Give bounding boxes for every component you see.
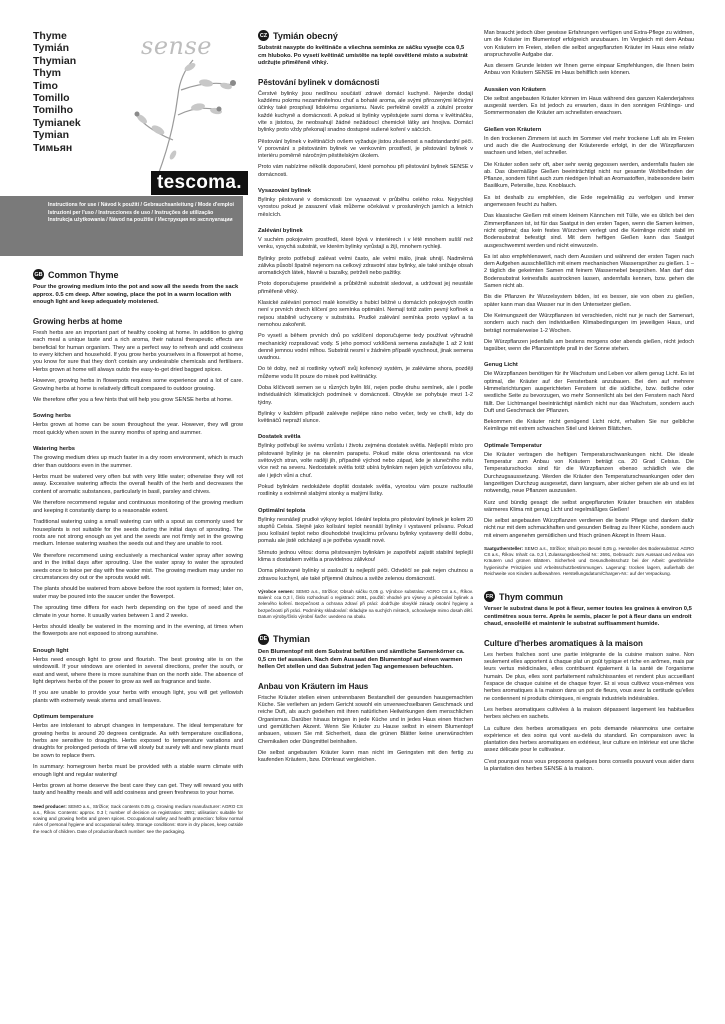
herb-name: Tymianek [33, 116, 81, 129]
paragraph: La culture des herbes aromatiques en pots demande néanmoins une certaine expérience et des soins qui vont au-delà du standard. En comparaison avec la plantation des herbes aromatiques en extérieur, leur culture en intérieur est une tâche assez délicate pour le cultivateur. [484, 725, 694, 754]
paragraph: However, growing herbs in flowerpots requires some experience and a lot of care. Growing herbs at home is relatively difficult compared to outdoor growing. [33, 378, 243, 392]
language-badge: DE [258, 634, 269, 645]
paragraph: Proto doporučujeme pravidelně a průběžně substrát sledovat, a udržovat jej neustále přiměřeně vlhký. [258, 281, 473, 295]
paragraph: Die selbst angebauten Kräuter kann man nicht im Geringsten mit den fertig zu kaufenden Kräutern, bzw. Dörrkraut vergleichen. [258, 749, 473, 764]
lead-paragraph: Verser le substrat dans le pot à fleur, semer toutes les graines à environ 0,5 centimètres sous terre. Après le semis, placer le pot à fleur dans un endroit chaud, ensoleillé et maintenir le substrat suffisamment humide. [484, 606, 692, 628]
paragraph: Bylinky proto potřebují zalévat velmi často, ale velmi málo, jinak uhnijí. Nadměrná zálivka působí špatně nejenom na celkový zdravotní stav bylinky, ale také snižuje obsah aromatických látek, hlavně u bazalky, petrželi nebo pažitky. [258, 255, 473, 277]
column-czech-german [258, 30, 473, 768]
section-title-text: Thymian [273, 634, 311, 645]
heading: Pěstování bylinek v domácnosti [258, 77, 380, 87]
paragraph: Bis die Pflanzen ihr Wurzelsystem bilden, ist es besser, sie von oben zu gießen, später kann man das Wasser nur in den Untersetzer gießen. [484, 294, 694, 308]
paragraph: Proto vám nabízíme několik doporučení, které pomohou při pěstování bylinek SENSE v domácnosti. [258, 164, 473, 178]
paragraph: Bylinky nesnášejí prudké výkyvy teplot. Ideální teplota pro pěstování bylinek je kolem 20 stupňů Celsia. Stejně jako kolísání teplot nesnáší bylinky i vystavení průvanu. Pokud jsou kolísání teplot nebo dlouhodobé trvajícímu průvanu bylinky vystaveny delší dobu, pomalu ale jistě odcházejí a je potřeba vysadit nové. [258, 516, 473, 545]
paragraph: If you are unable to provide your herbs with enough light, you will get yellowish plants with extremely weak stems and small leaves. [33, 690, 243, 704]
paragraph: Fresh herbs are an important part of healthy cooking at home. In addition to giving each meal a unique taste and a rich aroma, their natural therapeutic effects are beneficial for human organism. They are a perfect way to refresh and add cosiness to every kitchen and household. If you grow herbs yourselves in a flowerpot at home, you know for sure that they don't contain any undesirable chemicals and fertilisers. Herbs grown at home will always outdo the easy-to-get dried bagged spices. [33, 329, 243, 373]
paragraph: Herbs should ideally be watered in the morning and in the evening, at times when the flowerpots are not exposed to strong sunshine. [33, 623, 243, 638]
fine-print-label: Saatguthersteller: [484, 546, 524, 552]
instructions-line: Istruzioni per l'uso / Instrucciones de uso / Instruções de utilização [48, 209, 214, 216]
paragraph: Do té doby, než si rostlinky vytvoří svůj kořenový systém, je zaléváme shora, později můžeme vodu lít pouze do misek pod květináčky. [258, 366, 473, 380]
paragraph: Frische Kräuter stellen einen untrennbaren Bestandteil der gesunden hausgemachten Küche. Sie verliehen an jedem Gericht sowohl ein unverwechselbaren Geschmack und reiche Duft, als auch gedeihen mit ihren natürlichen Heilwirkungen dem menschlichen Organismus. Darüber hinaus bringen in jede Küche und in jedes Haus einen frischen und gemütlichen Akzent. Wenn Sie Kräuter zu Hause selbst in einem Blumentopf anbauen, wissen Sie mit Sicherheit, dass die grünen Blätter keine unerwünschten Chemikalien oder Düngmittel beinhalten. [258, 694, 473, 745]
fine-print-text: SEMO a.s., Strížice; Obsah sáčku 0,05 g. Výrobce substrátu: AGRO CS a.s., Říkov. Balení: cca 0,3 l, číslo rozhodnutí o registraci: 2691, použití: vhodné pro výsevy a pěstování bylinek a zeleného koření. Bezpečnost a ochrana zdraví při práci: dodržujte obvyklé zásady osobní hygieny a bezpečnosti při práci. Podmínky skladování: skladujte na suchých místech, uchovávejte mimo dosah dětí. Datum výroby/číslo výrobní šarže: uvedeno na obalu. [258, 588, 473, 619]
paragraph: Traditional watering using a small watering can with a spout as commonly used for houseplants is not suitable for the seeds during the initial days of sprouting. The roots are not strong enough as yet and the seeds are not firmly set in the growing medium. Intense watering washes the seeds out and they are unable to root. [33, 519, 243, 548]
section-title [258, 30, 473, 41]
section-title [484, 591, 694, 602]
lead-paragraph: Den Blumentopf mit dem Substrat befüllen und sämtliche Samenkörner ca. 0,5 cm tief aussäen. Nach dem Aussaat den Blumentopf auf einen warmen hellen Ort stellen und das Substrat jeden Tag angemessen befeuchten. [258, 648, 465, 671]
section-title-text: Tymián obecný [273, 30, 338, 41]
paragraph: We therefore offer you a few hints that will help you grow SENSE herbs at home. [33, 397, 233, 404]
paragraph: Bylinky v každém případě zalévejte nejlépe ráno nebo večer, tedy ve chvíli, kdy do květináčů nepraží slunce. [258, 410, 473, 425]
leaflet-header [33, 30, 243, 255]
lead-paragraph: Substrát nasypte do květináče a všechna semínka ze sáčku vysejte cca 0,5 cm hluboko. Po vysetí květináč umístěte na teplé osvětlené místo a substrát udržujte přiměřeně vlhký. [258, 45, 468, 67]
plant-illustration-icon [118, 55, 248, 185]
subheading: Watering herbs [33, 446, 75, 453]
paragraph: Herbs must be watered very often but with very little water; otherwise they will rot away. Excessive watering affects the overall health of the herb and decreases the content of aromatic substances, particularly in basil, parsley and chives. [33, 474, 243, 495]
subheading: Optimale Temperatur [484, 442, 542, 449]
paragraph: Klasické zalévání pomocí malé konvičky s hubicí běžné u domácích pokojových rostlin není v prvních dnech klíčení pro semínka optimální. Nemají totiž zatím pevný kořínek a nejsou stabilně uchyceny v substrátu. Prudké zalévání semínka proto vyplaví a ta nemohou zakořenit. [258, 300, 473, 328]
paragraph: Das klassische Gießen mit einem kleinem Kännchen mit Tülle, wie es üblich bei den Zimmerpflanzen ist, ist für das Saatgut in den ersten Tagen, wenn die Samen keimen, nicht optimal; das kein festes Würzchen verlegt und die Keimlinge nicht stabil im Bodensubstrat befestigt sind. Mit dem heftigen Gießen kann das Saatgut ausgeschwemmt werden und nicht einwurzeln. [484, 213, 694, 249]
subheading: Optimální teplota [258, 507, 306, 514]
paragraph: C'est pourquoi nous vous proposons quelques bons conseils pouvant vous aider dans la plantation des herbes SENSE à la maison. [484, 758, 694, 772]
fine-print-label: Seed producer: [33, 803, 67, 809]
paragraph: In summary: homegrown herbs must be provided with a stable warm climate with enough light and regular watering! [33, 764, 243, 778]
paragraph: Es ist deshalb zu empfehlen, die Erde regelmäßig zu verfolgen und immer angemessen feucht zu halten. [484, 194, 694, 209]
brand-sense: sense [141, 32, 212, 60]
paragraph: Doma pěstované bylinky si zaslouží tu nejlepší péči. Odvděčí se pak nejen chutnou a zdravou kuchyní, ale také příjemně útulnou a svěže zelenou domácností. [258, 568, 473, 582]
paragraph: Les herbes aromatiques cultivées à la maison dépassent largement les habituelles herbes sèches en sachets. [484, 706, 694, 721]
language-badge: GB [33, 269, 44, 280]
paragraph: Čerstvé bylinky jsou nedílnou součástí zdravé domácí kuchyně. Nejenže dodají každému pokrmu nezaměnitelnou chuť a bohaté aroma, ale svými přirozenými léčivými účinky také prospívají lidskému organismu. Navíc perfektně osvěží a zútulní prostor každé kuchyně a domácnosti. A pokud si bylinky vypěstujete sami doma v květináčku, víte s jistotou, že neobsahují žádné nežádoucí chemické látky ani hnojiva. Domácí bylinky proto vždy překonají snadno dostupné sušené koření v sáčcích. [258, 90, 473, 134]
subheading: Aussäen von Kräutern [484, 86, 546, 93]
paragraph: Bylinky potřebují ke svému vzrůstu i životu zejména dostatek světla. Nejlepší místo pro pěstované bylinky je na okenním parapetu. Pokud máte okna orientovaná na více světových stran, volte raději jih, případně východ nebo západ, kde je slunečního svitu více než na severu. Nedostatek světla totiž ubírá bylinkám nejen jejich vzrůstovou sílu, ale i jejich vůni a chuť. [258, 443, 473, 479]
subheading: Enough light [33, 647, 69, 654]
fine-print-label: Výrobce semen: [258, 588, 295, 594]
paragraph: The growing medium dries up much faster in a dry room environment, which is much drier than outdoors even in the summer. [33, 455, 243, 469]
fine-print [484, 546, 694, 577]
paragraph: Die Kräuter vertragen die heftigen Temperaturschwankungen nicht. Die ideale Temperatur zum Anbau von Kräutern beträgt ca. 20 Grad Celsius. Die Temperaturschocks sind für die Würzpflanzen ebenso schädlich wie die Durchzugsaussetzung. Werden die Kräuter den Temperaturschwankungen oder den langzeitigen Durchzug ausgesetzt, dann langsam, aber sicher gehen sie ab und es ist notwendig, neue Pflanzen auszusäen. [484, 451, 694, 495]
section-title-text: Common Thyme [48, 269, 119, 280]
paragraph: Pěstování bylinek v květináčích ovšem vyžaduje jistou zkušenost a nadstandardní péči. V porovnání s pěstováním bylinek ve venkovním prostředí, je pěstování bylinek v interiéru poměrně náročným pěstitelským úkolem. [258, 138, 473, 160]
paragraph: Herbs grown at home deserve the best care they can get. They will reward you with tasty and healthy meals and will add cosiness and green freshness to your home. [33, 783, 243, 797]
paragraph: Herbs grown at home can be sown throughout the year. However, they will grow most quickly when sown in the sunny months of spring and summer. [33, 422, 243, 436]
paragraph: Die Kräuter sollen sehr oft, aber sehr wenig gegossen werden, andernfalls faulen sie ab. Das übermäßige Gießen beeinträchtigt nicht nur gesamte Wohlbefinden der Pflanze, sondern führt auch zum niedrigen Inhalt an Aromastoffen, insbesondere beim Basilikum, Petersilie, bzw. Knoblauch. [484, 161, 694, 190]
paragraph: Kurz und bündig gesagt: die selbst angepflanzten Kräuter brauchen ein stabiles wärmeres Klima mit genug Licht und regelmäßiges Gießen! [484, 499, 694, 513]
paragraph: We therefore recommend using exclusively a mechanical water spray after sowing and in the initial days after sprouting. Use the water spray to water the sprouted seeds once to twice per day with fine water mist. The growing medium may under no circumstances dry out or the sprouts would wilt. [33, 552, 243, 581]
subheading: Dostatek světla [258, 434, 301, 441]
heading: Anbau von Kräutern im Haus [258, 681, 369, 691]
paragraph: Po vysetí a během prvních dnů po vzklíčení doporučujeme tedy používat výhradně mechanický rozprašovač vody. S jeho pomocí vzklíčená semena zavlažujte 1 až 2 krát denně jemnou vodní mlhou. Substrát nesmí v žádném případě vyschnout, jinak semena uvadnou. [258, 333, 473, 362]
subheading: Vysazování bylinek [258, 188, 311, 195]
paragraph: We therefore recommend regular and continuous monitoring of the growing medium and keeping it constantly damp to a reasonable extent. [33, 500, 243, 514]
subheading: Optimum temperature [33, 714, 94, 721]
paragraph: Bylinky pěstované v domácnosti lze vysazovat v průběhu celého roku. Nejrychleji vyrostou pokud je zasazení však můžeme očekávat v prosluněných jarních a letních měsících. [258, 197, 473, 218]
paragraph: Aus diesem Grunde leisten wir Ihnen gerne einpaar Empfehlungen, die Ihnen beim Anbau von Kräutern SENSE im Haus behilflich sein können. [484, 63, 694, 77]
paragraph: Die selbst angebauten Kräuter können im Haus während des ganzen Kalenderjahres ausgesät werden. Es ist jedoch zu erwarten, dass in den sonnigen Frühlings- und Sommermonaten die Kräuter am schnellsten erwachsen. [484, 95, 694, 117]
paragraph: Die selbst angebauten Würzpflanzen verdienen die beste Pflege und danken dafür nicht nur mit dem schmackhaften und gesunden Beitrag zu Ihrer Küche, sondern auch mit einem angenehm gemütlichen und frisch grünen Akzept in Ihrem Haus. [484, 518, 694, 539]
paragraph: The plants should be watered from above before the root system is formed; later on, water may be poured into the saucer under the flowerpot. [33, 586, 243, 600]
paragraph: Die Würzpflanzen benötigen für ihr Wachstum und Leben vor allem genug Licht. Es ist optimal, die Kräuter auf der Fensterbank anzubauen. Bei den auf mehrere Himmelsrichtungen ausgerichteten Fenstern ist die südliche, bzw. östliche oder westliche Seite zu bevorzugen, wo mehr Sonnenlicht als bei den Fenstern nach Nord fällt. Der Lichtmangel beeinträchtigt nämlich nicht nur das Wachstum, sondern auch Duft und Geschmack der Pflanzen. [484, 371, 694, 414]
herb-name: Tymián [33, 42, 69, 55]
paragraph: Pokud bylinkám nedokážete dopřát dostatek světla, vyrostou vám pouze nažloutlé rostlinky s extrémně slabými stonky a malými lístky. [258, 483, 473, 498]
section-title-text: Thym commun [499, 591, 564, 602]
paragraph: Herbs need enough light to grow and flourish. The best growing site is on the windowsill. If your windows are oriented in several directions, prefer the south, or east and west, where there is more sunshine than on the north side. The absence of light deprives herbs of the power to grow as well as fragrance and taste. [33, 656, 243, 685]
herb-name: Tymian [33, 129, 69, 142]
herb-name: Timo [33, 79, 58, 92]
section-title [33, 269, 243, 280]
subheading: Zalévání bylinek [258, 227, 303, 234]
instructions-line: Instrukcja użytkowania / Návod na použitie / Инструкция по эксплуатации [48, 217, 233, 223]
language-badge: CZ [258, 30, 269, 41]
herb-name: Thyme [33, 30, 67, 42]
paragraph: The sprouting time differs for each herb depending on the type of seed and the climate in your home. It usually varies between 1 and 2 weeks. [33, 605, 243, 619]
paragraph: Man braucht jedoch über gewisse Erfahrungen verfügen und Extra-Pflege zu widmen, um die Kräuter im Blumentopf erfolgreich anzubauen. Im Vergleich mit dem Anbau von Kräutern im Freien, stellen die selbst angepflanzten Kräuter im Haus eine relativ anspruchsvolle Aufgabe dar. [484, 30, 694, 58]
paragraph: Herbs are intolerant to abrupt changes in temperature. The ideal temperature for growing herbs is around 20 degrees centigrade. As with temperature oscillations, herbs are sensitive to draughts. Herbs exposed to temperature variations and draughts for prolonged periods of time will slowly but surely wilt and new plants must be sown to replace them. [33, 723, 243, 759]
fine-print-text: SEMO a.s., Strížice; Sack contents 0.05 g. Growing medium manufacturer: AGRO CS a.s., Říkov. Contents: approx. 0.3 l; number of decision on registration: 2691; utilisation: suitable for sowing and growing herbs and green spices. Occupational safety and health protection: follow normal rules of personal hygiene and occupational safety. Storage conditions: store in dry places, keep outside the reach of children. Date of production/batch number: see the packaging. [33, 803, 243, 834]
herb-name: Thym [33, 67, 62, 80]
paragraph: Les herbes fraîches sont une partie intégrante de la cuisine maison saine. Non seulement elles apportent à chaque plat un goût typique et riche en arômes, mais par leurs vertus médicinales, elles contribuent également à la santé de l'organisme humain. De plus, elles sont parfaitement rafraîchissantes et rendent plus accueillant l'espace de chaque cuisine et de chaque foyer. Et si vous cultivez vous-mêmes vos herbes aromatiques à la maison dans un pot de fleurs, vous avez la certitude qu'elles ne contiennent ni produits chimiques, ni engrais industriels indésirables. [484, 651, 694, 702]
fine-print [258, 589, 473, 620]
subheading: Sowing herbs [33, 413, 72, 420]
heading: Growing herbs at home [33, 316, 123, 326]
paragraph: Shrnuto jednou větou: doma pěstovaným bylinkám je zapotřebí zajistit stabilní teplejší klima s dostatkem světla a pravidelnou zálivkou! [258, 549, 473, 564]
paragraph: Doba klíčivosti semen se u různých bylin liší, nejen podle druhu semínek, ale i podle individuálních klimatických podmínek v domácnosti. Obvykle se pohybuje mezi 1-2 týdny. [258, 384, 473, 406]
lead-paragraph: Pour the growing medium into the pot and sow all the seeds from the sack approx. 0.5 cm deep. After sowing, place the pot in a warm location with enough light and keep adequately moistened. [33, 284, 239, 306]
section-title [258, 634, 473, 645]
herb-name: Thymian [33, 54, 77, 67]
heading: Culture d'herbes aromatiques à la maison [484, 638, 643, 648]
column-german-french [484, 30, 694, 777]
paragraph: In den trockenen Zimmern ist auch im Sommer viel mehr trockene Luft als im Freien und auch die die Austrocknung der Kräutererde erfolgt, in der die Würzpflanzen wachsen und leben, viel schneller. [484, 135, 694, 157]
paragraph: Die Keimungszeit der Würzpflanzen ist verschieden, nicht nur je nach der Samenart, sondern auch nach den individuellen Klimabedingungen im jeweiligen Haus, und beträgt normalerweise 1-2 Wochen. [484, 312, 694, 334]
language-badge: FR [484, 591, 495, 602]
paragraph: Die Würzpflanzen jedenfalls am bestens morgens oder abends gießen, nicht jedoch tagsüber, wenn die Pflanzentöpfe prall in der Sonne stehen. [484, 338, 694, 353]
herb-name: Tomilho [33, 104, 74, 117]
herb-name: Тимьян [33, 141, 73, 154]
column-english [33, 30, 243, 835]
fine-print-text: SEMO a.s., Strížice; Inhalt pro Beutel 0,05 g. Hersteller des Bodensubstrat: AGRO CS a.s., Říkov. Inhalt: ca. 0,3 l, Zulassungsbescheid Nr.: 2691, Gebrauch: zum Aussaat und Anbau von Kräutern und grünen Blättern. Sicherheit und Gesundheitsschutz bei der Arbeit: gewöhnliche hygienische Prinzipien und Arbeitsschutzbestimmungen. Lagerung: trocken lagern, außerhalb der Reichweite von Kindern aufbewahren. Herstellungsdatum/Chargen-Nr.: auf der Verpackung. [484, 546, 694, 576]
tescoma-logo: tescoma. [151, 171, 248, 195]
paragraph: Es ist also empfehlenswert, nach dem Aussäen und während der ersten Tagen nach dem Aufgehen ausschließlich mit einem mechanischen Wassersprüher zu gießen. 1 – 2 täglich die gekeimten Samen mit feinem Wassernebel besprühen. Man darf das Bodensubstrat keinesfalls austrocknen lassen, andernfalls kennen, bzw. gehen die Samen nicht ab. [484, 253, 694, 290]
subheading: Genug Licht [484, 362, 518, 369]
fine-print [33, 804, 243, 835]
instructions-languages [48, 202, 243, 225]
paragraph: Bekommen die Kräuter nicht genügend Licht nicht, erhalten Sie nur gelbliche Keimlinge mit extrem schwachen Stiel und kleinen Blättchen. [484, 419, 694, 433]
subheading: Gießen von Kräutern [484, 126, 542, 133]
herb-name: Tomillo [33, 92, 70, 105]
paragraph: V suchém pokojovém prostředí, které bývá v interiérech i v létě mnohem sušší než venku, vysychá substrát, ve kterém bylinky vyrůstají a žijí, mnohem rychleji. [258, 236, 473, 251]
instructions-line: Instructions for use / Návod k použití / Gebrauchsanleitung / Mode d'emploi [48, 202, 234, 208]
